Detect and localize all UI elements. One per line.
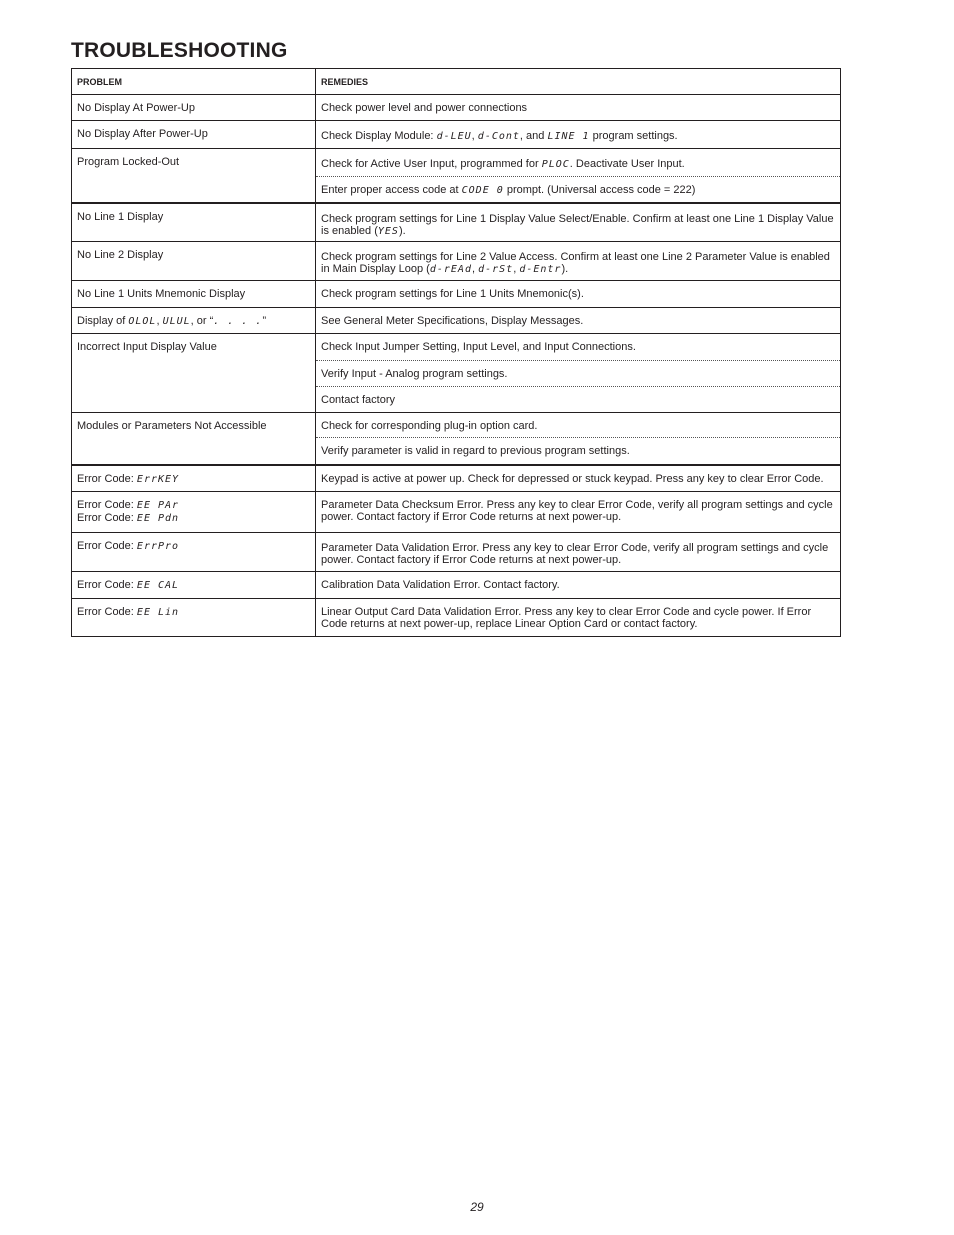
table-row	[72, 599, 841, 637]
lcd-display-code: d-rEAd	[429, 264, 472, 275]
remedies-column-header: REMEDIES	[316, 69, 841, 95]
table-row	[72, 121, 841, 149]
text-run: Calibration Data Validation Error. Contact factory.	[321, 579, 560, 591]
text-run: No Line 1 Units Mnemonic Display	[77, 288, 246, 300]
table-row	[72, 334, 841, 361]
problem-cell	[72, 308, 316, 334]
table-row	[72, 413, 841, 438]
text-run: prompt. (Universal access code = 222)	[503, 184, 696, 196]
remedy-cell	[316, 599, 841, 637]
lcd-display-code: ErrKEY	[136, 473, 180, 485]
text-run: Error Code:	[77, 512, 137, 524]
table-row	[72, 281, 841, 308]
remedy-cell	[316, 121, 841, 149]
lcd-display-code: OLOL	[128, 316, 157, 327]
remedy-cell	[316, 438, 841, 465]
problem-cell	[72, 334, 316, 413]
table-row	[72, 572, 841, 599]
lcd-display-code: d-LEU	[436, 131, 472, 142]
problem-cell	[72, 492, 316, 533]
problem-cell	[72, 572, 316, 599]
text-run: ,	[471, 130, 478, 142]
lcd-display-code: EE PAr	[136, 500, 180, 511]
text-run: Error Code:	[77, 472, 137, 485]
table-body	[72, 95, 841, 637]
table-row	[72, 95, 841, 121]
text-run: Display of	[77, 315, 129, 327]
text-run: Error Code:	[77, 579, 137, 591]
lcd-display-code: CODE 0	[461, 185, 504, 196]
text-run: Verify Input - Analog program settings.	[321, 368, 508, 380]
remedy-cell	[316, 492, 841, 533]
text-run: Program Locked-Out	[77, 156, 180, 168]
text-run: No Line 1 Display	[77, 210, 164, 223]
text-run: program settings.	[589, 130, 678, 142]
text-run: Check for corresponding plug-in option card.	[321, 420, 538, 432]
text-run: Incorrect Input Display Value	[77, 341, 217, 353]
remedy-cell	[316, 177, 841, 203]
lcd-display-code: d-Cont	[477, 131, 520, 142]
text-run: Check for Active User Input, programmed for	[321, 158, 542, 170]
remedy-cell	[316, 572, 841, 599]
problem-cell	[72, 533, 316, 572]
table-row	[72, 308, 841, 334]
table-row	[72, 492, 841, 533]
text-run: Check Input Jumper Setting, Input Level, and Input Connections.	[321, 341, 636, 353]
text-run: Modules or Parameters Not Accessible	[77, 420, 267, 432]
problem-cell	[72, 95, 316, 121]
text-run: ,	[471, 263, 479, 275]
problem-cell	[72, 281, 316, 308]
remedy-cell	[316, 281, 841, 308]
text-run: Parameter Data Validation Error. Press any key to clear Error Code, verify all program settings and cycle power. Contact factory if Error Code returns at next power-up.	[321, 542, 829, 566]
lcd-display-code: d-rSt	[478, 264, 514, 275]
lcd-display-code: ULUL	[162, 316, 191, 327]
problem-cell	[72, 413, 316, 465]
text-run: . Deactivate User Input.	[569, 158, 685, 170]
troubleshooting-table	[71, 68, 841, 637]
text-run: Parameter Data Checksum Error. Press any key to clear Error Code, verify all program settings and cycle power. Contact factory if Error Code returns at next power-up.	[321, 499, 833, 523]
lcd-display-code: PLOC	[541, 159, 570, 170]
remedy-cell	[316, 242, 841, 281]
text-run: Contact factory	[321, 394, 395, 406]
text-run: No Display After Power-Up	[77, 128, 208, 140]
text-run: ”	[262, 315, 267, 327]
lcd-display-code: EE Lin	[136, 607, 180, 618]
lcd-display-code: LINE 1	[547, 131, 590, 142]
table-row	[72, 533, 841, 572]
text-run: ,	[513, 263, 520, 275]
text-run: Check program settings for Line 2 Value Access. Confirm at least one Line 2 Parameter Value is enabled in Main Display Loop (	[321, 251, 830, 275]
text-run: Error Code:	[77, 606, 137, 618]
problem-column-header: PROBLEM	[72, 69, 316, 95]
text-run: , or “	[190, 315, 214, 327]
remedy-cell	[316, 387, 841, 413]
text-run: Keypad is active at power up. Check for depressed or stuck keypad. Press any key to clear Error Code.	[321, 472, 824, 485]
remedy-cell	[316, 533, 841, 572]
text-run: , and	[519, 130, 548, 142]
remedy-cell	[316, 465, 841, 492]
table-row	[72, 465, 841, 492]
remedy-cell	[316, 95, 841, 121]
lcd-display-code: d-Entr	[519, 264, 562, 275]
problem-cell	[72, 465, 316, 492]
text-run: Error Code:	[77, 540, 137, 552]
problem-cell	[72, 242, 316, 281]
text-run: No Display At Power-Up	[77, 102, 195, 114]
lcd-display-code: ErrPro	[136, 541, 180, 552]
text-run: Linear Output Card Data Validation Error. Press any key to clear Error Code and cycle power. If Error Code returns at next power-up, replace Linear Option Card or contact factory.	[321, 606, 812, 630]
lcd-display-code: EE Pdn	[136, 513, 180, 524]
text-run: ).	[398, 224, 406, 237]
text-run: Enter proper access code at	[321, 184, 462, 196]
remedy-cell	[316, 149, 841, 177]
table-header-row	[72, 69, 841, 95]
problem-cell	[72, 599, 316, 637]
lcd-display-code: . . . .	[213, 316, 263, 327]
remedy-cell	[316, 413, 841, 438]
page-title: TROUBLESHOOTING	[71, 39, 288, 62]
lcd-display-code: YES	[377, 225, 399, 237]
text-run: Error Code:	[77, 499, 137, 511]
text-run: Check Display Module:	[321, 130, 437, 142]
text-run: ).	[561, 263, 569, 275]
text-run: No Line 2 Display	[77, 249, 164, 261]
text-run: See General Meter Specifications, Display Messages.	[321, 315, 584, 327]
problem-cell	[72, 121, 316, 149]
table-row	[72, 242, 841, 281]
remedy-cell	[316, 361, 841, 387]
remedy-cell	[316, 308, 841, 334]
page-number: 29	[470, 1200, 484, 1214]
remedy-cell	[316, 203, 841, 242]
table-row	[72, 149, 841, 177]
text-run: Verify parameter is valid in regard to previous program settings.	[321, 445, 630, 457]
problem-cell	[72, 203, 316, 242]
text-run: Check program settings for Line 1 Units Mnemonic(s).	[321, 288, 584, 300]
lcd-display-code: EE CAL	[136, 580, 180, 591]
text-run: Check power level and power connections	[321, 102, 528, 114]
text-run: Check program settings for Line 1 Display Value Select/Enable. Confirm at least one Line 1 Display Value is enabled (	[321, 212, 834, 237]
remedy-cell	[316, 334, 841, 361]
table-row	[72, 203, 841, 242]
problem-cell	[72, 149, 316, 203]
text-run: ,	[156, 315, 163, 327]
